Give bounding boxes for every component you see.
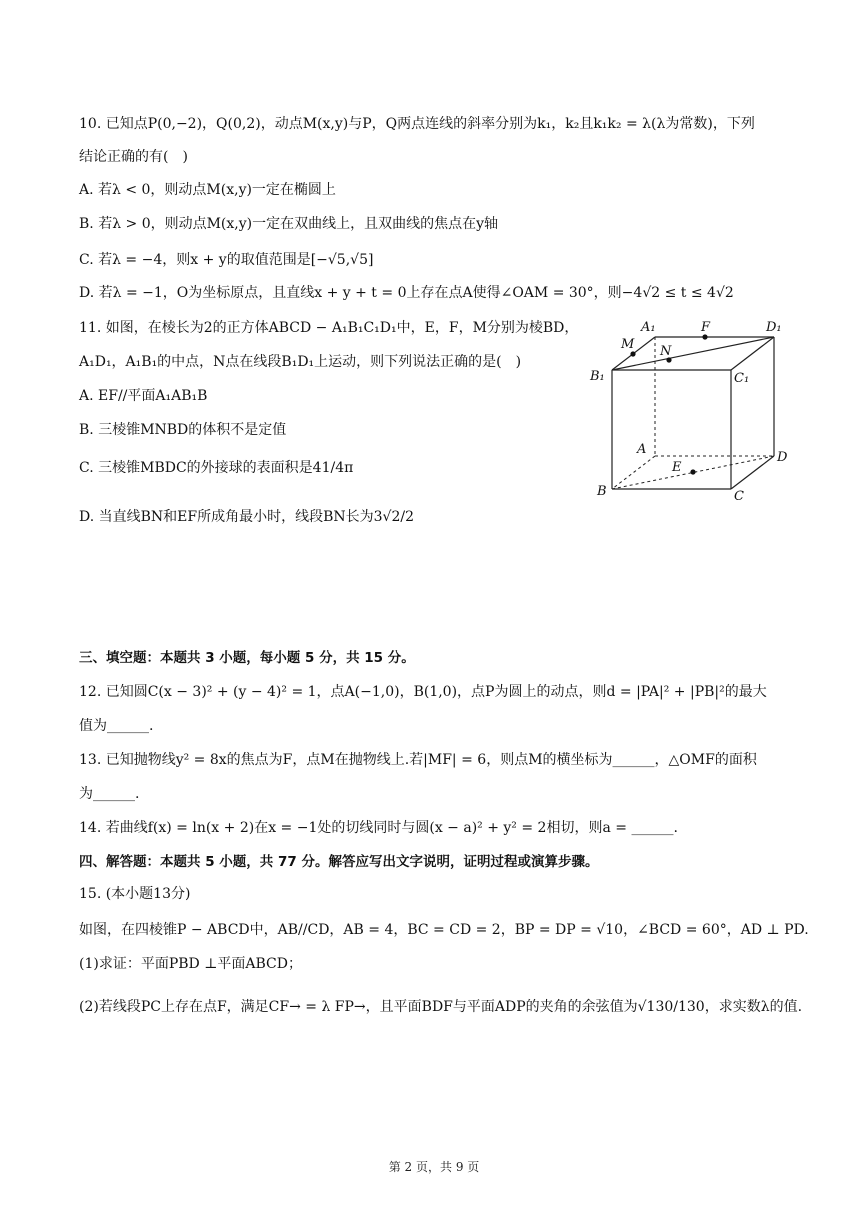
- q10-stem-line2: 结论正确的有( ): [79, 149, 188, 165]
- edge-a-b-hidden: [612, 456, 655, 489]
- q11-option-a: A. EF//平面A₁AB₁B: [79, 388, 208, 404]
- label-d: D: [777, 450, 788, 465]
- label-b: B: [597, 484, 607, 499]
- page-footer: 第 2 页，共 9 页: [388, 1160, 480, 1174]
- q15-part1: (1)求证：平面PBD ⊥平面ABCD；: [79, 956, 302, 972]
- q10-option-b: B. 若λ > 0，则动点M(x,y)一定在双曲线上，且双曲线的焦点在y轴: [79, 216, 499, 232]
- segment-b1-d1: [612, 337, 774, 370]
- label-b1: B₁: [590, 369, 605, 384]
- q15-stem: 如图，在四棱锥P − ABCD中，AB//CD，AB = 4，BC = CD = 2，BP = DP = √10，∠BCD = 60°，AD ⊥ PD.: [79, 922, 809, 938]
- q15-header: 15. (本小题13分): [79, 886, 191, 902]
- q13-line2: 为______.: [79, 786, 140, 802]
- q10-stem-line1: 10. 已知点P(0,−2)，Q(0,2)，动点M(x,y)与P，Q两点连线的斜率分别为k₁，k₂且k₁k₂ = λ(λ为常数)，下列: [79, 116, 755, 132]
- point-m: [630, 351, 635, 356]
- point-f: [702, 334, 707, 339]
- q11-stem-line2: A₁D₁，A₁B₁的中点，N点在线段B₁D₁上运动，则下列说法正确的是( ): [79, 354, 522, 370]
- edge-c-d: [731, 456, 774, 489]
- q11-stem-line1: 11. 如图，在棱长为2的正方体ABCD − A₁B₁C₁D₁中，E，F，M分别为棱BD，: [79, 320, 579, 336]
- label-a: A: [637, 442, 647, 457]
- q11-option-b: B. 三棱锥MNBD的体积不是定值: [79, 422, 287, 438]
- q12-line1: 12. 已知圆C(x − 3)² + (y − 4)² = 1，点A(−1,0)，B(1,0)，点P为圆上的动点，则d = |PA|² + |PB|²的最大: [79, 684, 767, 700]
- q10-option-a: A. 若λ < 0，则动点M(x,y)一定在椭圆上: [79, 182, 336, 198]
- section-4-heading: 四、解答题：本题共 5 小题，共 77 分。解答应写出文字说明，证明过程或演算步骤。: [79, 854, 599, 870]
- q14-line1: 14. 若曲线f(x) = ln(x + 2)在x = −1处的切线同时与圆(x − a)² + y² = 2相切，则a = ______.: [79, 820, 678, 836]
- q13-line1: 13. 已知抛物线y² = 8x的焦点为F，点M在抛物线上.若|MF| = 6，则点M的横坐标为______，△OMF的面积: [79, 752, 757, 768]
- label-e: E: [672, 460, 682, 475]
- label-d1: D₁: [766, 320, 782, 335]
- cube-figure: [588, 312, 798, 508]
- q11-option-c: C. 三棱锥MBDC的外接球的表面积是41/4π: [79, 460, 354, 476]
- label-a1: A₁: [641, 320, 656, 335]
- q10-option-c: C. 若λ = −4，则x + y的取值范围是[−√5,√5]: [79, 252, 374, 268]
- q15-part2: (2)若线段PC上存在点F，满足CF→ = λ FP→，且平面BDF与平面ADP的夹角的余弦值为√130/130，求实数λ的值.: [79, 999, 803, 1015]
- label-f: F: [701, 320, 711, 335]
- label-c1: C₁: [734, 371, 750, 386]
- q10-option-d: D. 若λ = −1，O为坐标原点，且直线x + y + t = 0上存在点A使得∠OAM = 30°，则−4√2 ≤ t ≤ 4√2: [79, 285, 734, 301]
- q12-line2: 值为______.: [79, 718, 154, 734]
- label-n: N: [660, 344, 672, 359]
- label-m: M: [621, 337, 635, 352]
- section-3-heading: 三、填空题：本题共 3 小题，每小题 5 分，共 15 分。: [79, 650, 415, 666]
- label-c: C: [734, 489, 744, 504]
- q11-option-d: D. 当直线BN和EF所成角最小时，线段BN长为3√2/2: [79, 509, 414, 525]
- point-e: [690, 469, 695, 474]
